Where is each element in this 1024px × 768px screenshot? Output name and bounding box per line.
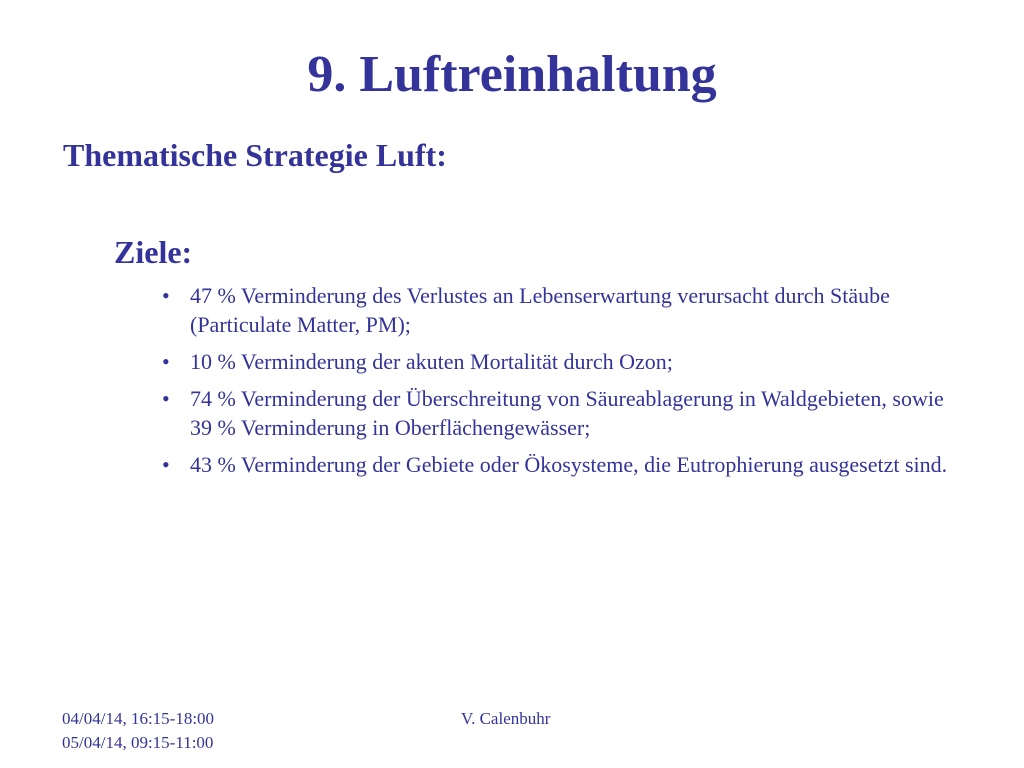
goals-list (162, 281, 962, 487)
footer-date (62, 707, 214, 755)
bullet-icon: • (162, 283, 170, 308)
bullet-icon: • (162, 349, 170, 374)
goal-item (162, 347, 962, 376)
goal-text: 10 % Verminderung der akuten Mortalität durch Ozon; (190, 349, 673, 374)
footer-author: V. Calenbuhr (461, 709, 551, 728)
bullet-icon: • (162, 452, 170, 477)
goal-text: 47 % Verminderung des Verlustes an Lebenserwartung verursacht durch Stäube (Particulate Matter, PM); (190, 283, 890, 337)
footer-date-line-2: 05/04/14, 09:15-11:00 (62, 733, 214, 752)
goal-item (162, 281, 962, 339)
slide-subtitle: Thematische Strategie Luft: (63, 137, 447, 173)
goal-text: 43 % Verminderung der Gebiete oder Ökosysteme, die Eutrophierung ausgesetzt sind. (190, 452, 948, 477)
slide-title: 9. Luftreinhaltung (307, 46, 717, 103)
goal-item (162, 384, 962, 442)
bullet-icon: • (162, 386, 170, 411)
footer-date-line-1: 04/04/14, 16:15-18:00 (62, 709, 215, 728)
goal-item (162, 450, 962, 479)
goal-text: 74 % Verminderung der Überschreitung von Säureablagerung in Waldgebieten, sowie 39 % Verminderung in Oberflächengewässer; (190, 386, 944, 440)
goals-heading: Ziele: (114, 234, 193, 270)
